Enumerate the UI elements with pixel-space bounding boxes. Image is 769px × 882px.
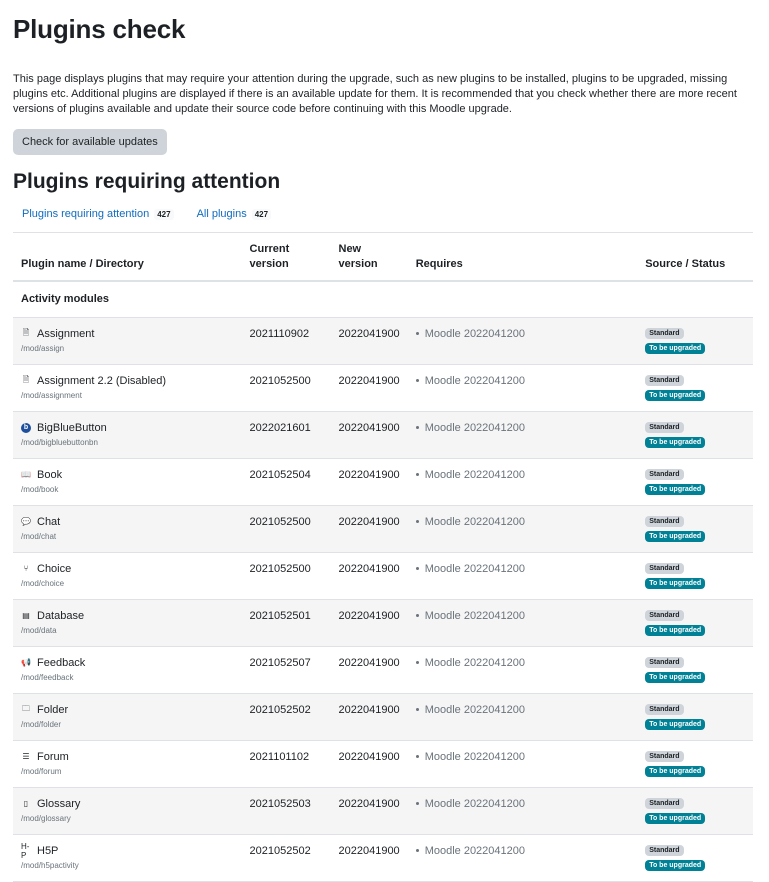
plugin-cell	[13, 834, 242, 881]
new-version: 2022041900	[331, 740, 408, 787]
plugin-directory: /mod/choice	[21, 578, 65, 588]
current-version: 2021052504	[242, 458, 331, 505]
new-version: 2022041900	[331, 458, 408, 505]
source-status-cell	[637, 646, 753, 693]
status-badge: To be upgraded	[645, 860, 705, 871]
plugin-name: Forum	[37, 750, 69, 763]
plugin-name-line	[21, 751, 234, 763]
header-requires: Requires	[408, 233, 638, 282]
current-version: 2022021601	[242, 411, 331, 458]
plugin-name: Assignment	[37, 327, 95, 340]
folder-icon: 🗀	[22, 703, 30, 713]
bullet-icon	[416, 849, 419, 852]
table-row	[13, 599, 753, 646]
current-version: 2021110902	[242, 317, 331, 364]
requires-cell	[408, 740, 638, 787]
source-badge: Standard	[645, 563, 683, 574]
plugin-name-line	[21, 375, 234, 387]
plugin-name: Assignment 2.2 (Disabled)	[37, 374, 167, 387]
plugin-name-line	[21, 610, 234, 622]
plugin-cell	[13, 599, 242, 646]
plugin-directory: /mod/assignment	[21, 390, 82, 400]
plugin-name-line	[21, 704, 234, 716]
new-version: 2022041900	[331, 834, 408, 881]
bullet-icon	[416, 520, 419, 523]
check-updates-button[interactable]: Check for available updates	[13, 129, 167, 155]
requires-text: Moodle 2022041200	[424, 562, 525, 575]
requires-cell	[408, 552, 638, 599]
plugin-cell	[13, 552, 242, 599]
plugin-name-line	[21, 469, 234, 481]
bullet-icon	[416, 755, 419, 758]
plugins-table	[13, 232, 753, 882]
requires-text: Moodle 2022041200	[424, 374, 525, 387]
source-badge: Standard	[645, 798, 683, 809]
plugin-name: Glossary	[37, 797, 81, 810]
glossary-icon: ▯	[23, 799, 29, 808]
requires-text: Moodle 2022041200	[424, 844, 525, 857]
header-source-status: Source / Status	[637, 233, 753, 282]
plugin-directory: /mod/data	[21, 625, 57, 635]
plugin-cell	[13, 693, 242, 740]
bullet-icon	[416, 332, 419, 335]
plugin-cell	[13, 364, 242, 411]
count-badge: 427	[252, 209, 271, 220]
source-badge: Standard	[645, 422, 683, 433]
assignment-icon: 🗎	[22, 327, 30, 337]
plugin-name-line	[21, 328, 234, 340]
requires-cell	[408, 834, 638, 881]
new-version: 2022041900	[331, 552, 408, 599]
new-version: 2022041900	[331, 693, 408, 740]
plugin-name-line	[21, 516, 234, 528]
table-row	[13, 787, 753, 834]
plugin-name: Folder	[37, 703, 69, 716]
requires-text: Moodle 2022041200	[424, 750, 525, 763]
plugin-directory: /mod/forum	[21, 766, 62, 776]
new-version: 2022041900	[331, 599, 408, 646]
source-badge: Standard	[645, 845, 683, 856]
filter-all-plugins[interactable]	[197, 208, 272, 220]
requires-cell	[408, 458, 638, 505]
status-badge: To be upgraded	[645, 625, 705, 636]
current-version: 2021052500	[242, 552, 331, 599]
requires-cell	[408, 599, 638, 646]
source-status-cell	[637, 599, 753, 646]
status-badge: To be upgraded	[645, 343, 705, 354]
plugin-directory: /mod/chat	[21, 531, 57, 541]
bullet-icon	[416, 379, 419, 382]
source-status-cell	[637, 317, 753, 364]
bullet-icon	[416, 802, 419, 805]
table-header-row	[13, 233, 753, 282]
current-version: 2021052501	[242, 599, 331, 646]
plugin-name-line	[21, 657, 234, 669]
plugin-directory: /mod/bigbluebuttonbn	[21, 437, 98, 447]
book-icon: 📖	[21, 470, 31, 479]
new-version: 2022041900	[331, 364, 408, 411]
source-badge: Standard	[645, 328, 683, 339]
requires-text: Moodle 2022041200	[424, 797, 525, 810]
section-heading: Plugins requiring attention	[13, 170, 281, 193]
source-badge: Standard	[645, 704, 683, 715]
source-status-cell	[637, 552, 753, 599]
intro-text: This page displays plugins that may require your attention during the upgrade, such as new plugins to be installed, plugins to be upgraded, missing plugins etc. Additional plugins are displayed if there is an available update for them. It is recommended that you check whether there are more recent versions of plugins available and update their source code before continuing with this Moodle upgrade.	[13, 73, 737, 115]
requires-text: Moodle 2022041200	[424, 609, 525, 622]
h5p-icon: H-P	[21, 841, 30, 860]
new-version: 2022041900	[331, 411, 408, 458]
source-status-cell	[637, 505, 753, 552]
source-status-cell	[637, 693, 753, 740]
table-row	[13, 552, 753, 599]
status-badge: To be upgraded	[645, 813, 705, 824]
section-label: Activity modules	[13, 281, 753, 317]
current-version: 2021052503	[242, 787, 331, 834]
plugin-name: BigBlueButton	[37, 421, 107, 434]
current-version: 2021052500	[242, 364, 331, 411]
filter-requiring-attention[interactable]	[22, 208, 174, 220]
chat-icon: 💬	[21, 517, 31, 526]
new-version: 2022041900	[331, 505, 408, 552]
plugin-name-line	[21, 798, 234, 810]
bullet-icon	[416, 426, 419, 429]
current-version: 2021052500	[242, 505, 331, 552]
requires-text: Moodle 2022041200	[424, 327, 525, 340]
requires-text: Moodle 2022041200	[424, 468, 525, 481]
section-row	[13, 281, 753, 317]
current-version: 2021052507	[242, 646, 331, 693]
requires-cell	[408, 317, 638, 364]
status-badge: To be upgraded	[645, 578, 705, 589]
plugin-cell	[13, 646, 242, 693]
database-icon: ▤	[22, 611, 30, 620]
status-badge: To be upgraded	[645, 766, 705, 777]
bullet-icon	[416, 473, 419, 476]
plugin-cell	[13, 411, 242, 458]
requires-cell	[408, 505, 638, 552]
forum-icon: ☰	[22, 752, 30, 761]
source-status-cell	[637, 364, 753, 411]
source-badge: Standard	[645, 610, 683, 621]
header-new-version: New version	[331, 233, 408, 282]
source-badge: Standard	[645, 469, 683, 480]
bullet-icon	[416, 708, 419, 711]
filter-links	[13, 205, 756, 223]
table-row	[13, 834, 753, 881]
assignment-icon: 🗎	[22, 374, 30, 384]
source-badge: Standard	[645, 375, 683, 386]
source-status-cell	[637, 411, 753, 458]
plugin-name-line	[21, 563, 234, 575]
plugin-cell	[13, 740, 242, 787]
plugin-directory: /mod/glossary	[21, 813, 71, 823]
source-status-cell	[637, 834, 753, 881]
plugin-cell	[13, 505, 242, 552]
plugin-directory: /mod/h5pactivity	[21, 860, 79, 870]
source-badge: Standard	[645, 751, 683, 762]
table-row	[13, 411, 753, 458]
status-badge: To be upgraded	[645, 672, 705, 683]
plugin-cell	[13, 787, 242, 834]
plugin-name-line	[21, 422, 234, 434]
plugin-name-line	[21, 841, 234, 860]
requires-cell	[408, 646, 638, 693]
table-row	[13, 364, 753, 411]
status-badge: To be upgraded	[645, 390, 705, 401]
feedback-icon: 📢	[21, 658, 31, 667]
source-badge: Standard	[645, 657, 683, 668]
count-badge: 427	[154, 209, 173, 220]
plugin-name: H5P	[37, 844, 59, 857]
table-row	[13, 505, 753, 552]
source-status-cell	[637, 458, 753, 505]
plugin-directory: /mod/folder	[21, 719, 62, 729]
source-status-cell	[637, 787, 753, 834]
status-badge: To be upgraded	[645, 437, 705, 448]
choice-icon: ⑂	[23, 564, 29, 573]
plugin-name: Book	[37, 468, 63, 481]
bullet-icon	[416, 661, 419, 664]
header-current-version: Current version	[242, 233, 331, 282]
page-title: Plugins check	[13, 14, 186, 44]
plugin-directory: /mod/book	[21, 484, 59, 494]
requires-text: Moodle 2022041200	[424, 703, 525, 716]
filter-label: Plugins requiring attention	[22, 208, 150, 220]
requires-text: Moodle 2022041200	[424, 515, 525, 528]
source-badge: Standard	[645, 516, 683, 527]
status-badge: To be upgraded	[645, 531, 705, 542]
new-version: 2022041900	[331, 317, 408, 364]
status-badge: To be upgraded	[645, 719, 705, 730]
bigbluebutton-icon: b	[21, 423, 31, 433]
requires-cell	[408, 693, 638, 740]
new-version: 2022041900	[331, 787, 408, 834]
filter-label: All plugins	[196, 208, 247, 220]
bullet-icon	[416, 614, 419, 617]
current-version: 2021052502	[242, 693, 331, 740]
header-plugin-name: Plugin name / Directory	[13, 233, 242, 282]
plugin-cell	[13, 317, 242, 364]
source-status-cell	[637, 740, 753, 787]
requires-cell	[408, 787, 638, 834]
table-row	[13, 693, 753, 740]
plugin-cell	[13, 458, 242, 505]
plugin-name: Chat	[37, 515, 61, 528]
plugin-directory: /mod/feedback	[21, 672, 74, 682]
current-version: 2021101102	[242, 740, 331, 787]
table-row	[13, 740, 753, 787]
bullet-icon	[416, 567, 419, 570]
plugin-directory: /mod/assign	[21, 343, 65, 353]
requires-text: Moodle 2022041200	[424, 421, 525, 434]
requires-text: Moodle 2022041200	[424, 656, 525, 669]
plugin-name: Feedback	[37, 656, 86, 669]
table-row	[13, 646, 753, 693]
status-badge: To be upgraded	[645, 484, 705, 495]
current-version: 2021052502	[242, 834, 331, 881]
requires-cell	[408, 411, 638, 458]
plugin-name: Choice	[37, 562, 72, 575]
table-row	[13, 458, 753, 505]
requires-cell	[408, 364, 638, 411]
plugin-name: Database	[37, 609, 85, 622]
new-version: 2022041900	[331, 646, 408, 693]
table-row	[13, 317, 753, 364]
